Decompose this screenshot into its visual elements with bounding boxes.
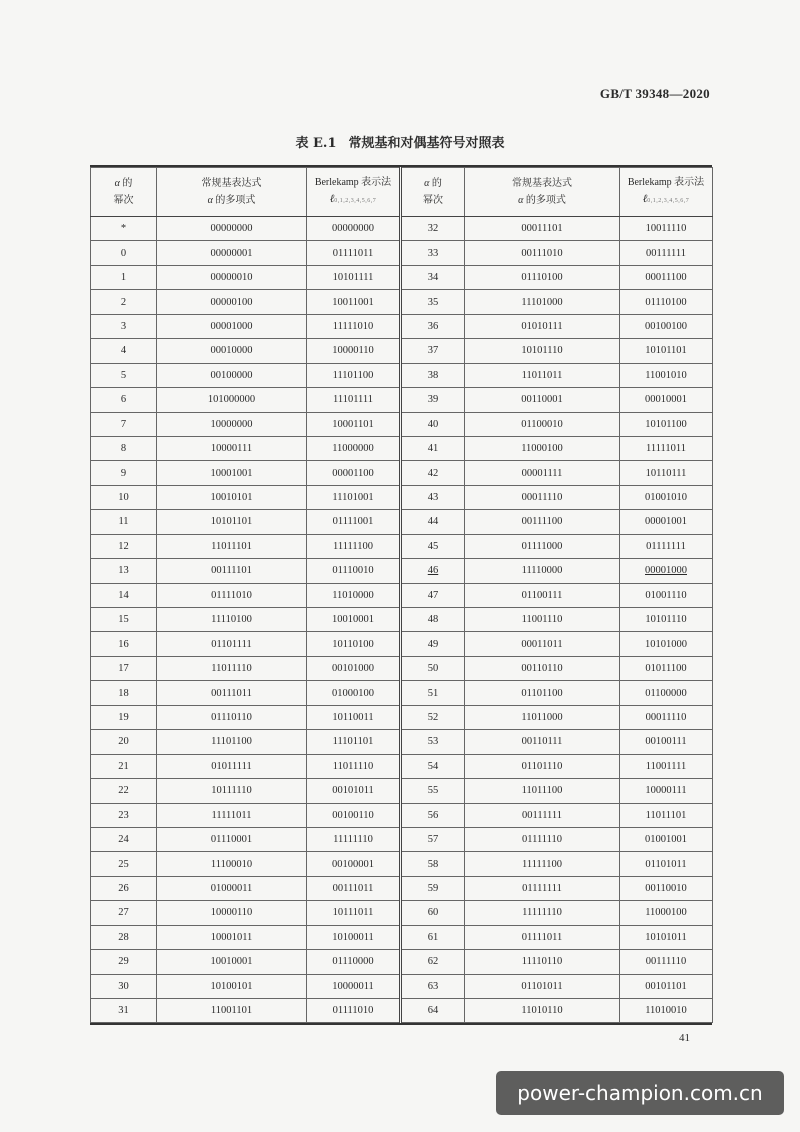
cell-berlekamp-right: 10101100	[620, 412, 713, 436]
cell-power-right: 53	[401, 730, 465, 754]
cell-berlekamp-left: 00001100	[307, 461, 401, 485]
table-row	[91, 534, 713, 558]
table-row	[91, 779, 713, 803]
cell-berlekamp-right: 11000100	[620, 901, 713, 925]
table-row	[91, 412, 713, 436]
cell-poly-right: 00111111	[465, 803, 620, 827]
cell-power-left: 10	[91, 485, 157, 509]
cell-berlekamp-left: 11101111	[307, 388, 401, 412]
table-row	[91, 925, 713, 949]
header-poly-left: 常规基表达式 α 的多项式	[157, 168, 307, 217]
cell-power-right: 33	[401, 241, 465, 265]
cell-berlekamp-left: 10110100	[307, 632, 401, 656]
cell-poly-left: 10001001	[157, 461, 307, 485]
cell-power-left: 5	[91, 363, 157, 387]
cell-berlekamp-right: 10101000	[620, 632, 713, 656]
cell-power-left: 17	[91, 656, 157, 680]
table-row	[91, 363, 713, 387]
table-row	[91, 314, 713, 338]
cell-power-left: 21	[91, 754, 157, 778]
cell-power-right: 59	[401, 876, 465, 900]
table-row	[91, 510, 713, 534]
cell-poly-left: 11101100	[157, 730, 307, 754]
cell-power-right: 46	[401, 559, 465, 583]
cell-berlekamp-left: 00100001	[307, 852, 401, 876]
cell-berlekamp-left: 10001101	[307, 412, 401, 436]
conversion-table-wrapper	[90, 165, 712, 1025]
cell-poly-left: 01111010	[157, 583, 307, 607]
cell-poly-right: 01111110	[465, 827, 620, 851]
table-row	[91, 730, 713, 754]
cell-berlekamp-left: 11101101	[307, 730, 401, 754]
cell-berlekamp-right: 00010001	[620, 388, 713, 412]
cell-power-right: 62	[401, 950, 465, 974]
cell-poly-left: 00100000	[157, 363, 307, 387]
table-row	[91, 656, 713, 680]
cell-poly-left: 00000010	[157, 265, 307, 289]
cell-berlekamp-right: 10011110	[620, 217, 713, 241]
cell-berlekamp-left: 11111100	[307, 534, 401, 558]
cell-poly-left: 11111011	[157, 803, 307, 827]
cell-berlekamp-left: 01111010	[307, 999, 401, 1023]
cell-power-right: 60	[401, 901, 465, 925]
cell-power-right: 42	[401, 461, 465, 485]
table-row	[91, 754, 713, 778]
cell-power-left: 29	[91, 950, 157, 974]
table-title-prefix: 表 E.1	[295, 136, 337, 151]
cell-berlekamp-right: 01101011	[620, 852, 713, 876]
table-row	[91, 827, 713, 851]
cell-berlekamp-left: 10011001	[307, 290, 401, 314]
cell-berlekamp-right: 00111110	[620, 950, 713, 974]
cell-berlekamp-right: 00100111	[620, 730, 713, 754]
cell-berlekamp-left: 00111011	[307, 876, 401, 900]
cell-power-left: 22	[91, 779, 157, 803]
cell-poly-left: 00001000	[157, 314, 307, 338]
cell-berlekamp-right: 01110100	[620, 290, 713, 314]
cell-power-left: 27	[91, 901, 157, 925]
cell-berlekamp-right: 01001001	[620, 827, 713, 851]
cell-power-right: 52	[401, 705, 465, 729]
watermark: power-champion.com.cn	[496, 1071, 784, 1115]
cell-berlekamp-left: 11111110	[307, 827, 401, 851]
cell-power-right: 54	[401, 754, 465, 778]
cell-poly-right: 11101000	[465, 290, 620, 314]
table-row	[91, 852, 713, 876]
cell-power-left: 28	[91, 925, 157, 949]
cell-poly-right: 11011000	[465, 705, 620, 729]
cell-berlekamp-right: 01001110	[620, 583, 713, 607]
cell-poly-right: 01111111	[465, 876, 620, 900]
table-row	[91, 681, 713, 705]
cell-poly-left: 01011111	[157, 754, 307, 778]
cell-power-left: 11	[91, 510, 157, 534]
cell-power-left: 12	[91, 534, 157, 558]
table-row	[91, 388, 713, 412]
cell-poly-right: 00110110	[465, 656, 620, 680]
cell-berlekamp-left: 00000000	[307, 217, 401, 241]
table-row	[91, 974, 713, 998]
cell-power-left: 3	[91, 314, 157, 338]
cell-power-left: 15	[91, 608, 157, 632]
cell-power-right: 34	[401, 265, 465, 289]
cell-poly-right: 11000100	[465, 436, 620, 460]
table-row	[91, 901, 713, 925]
cell-power-left: 26	[91, 876, 157, 900]
table-row	[91, 339, 713, 363]
cell-poly-right: 01100010	[465, 412, 620, 436]
cell-berlekamp-right: 00001000	[620, 559, 713, 583]
cell-poly-left: 00111101	[157, 559, 307, 583]
cell-power-right: 63	[401, 974, 465, 998]
cell-berlekamp-right: 00110010	[620, 876, 713, 900]
table-row	[91, 217, 713, 241]
cell-power-right: 45	[401, 534, 465, 558]
cell-power-left: 31	[91, 999, 157, 1023]
cell-berlekamp-right: 11001111	[620, 754, 713, 778]
cell-berlekamp-left: 01110010	[307, 559, 401, 583]
cell-power-right: 51	[401, 681, 465, 705]
cell-power-left: 8	[91, 436, 157, 460]
cell-berlekamp-left: 11101001	[307, 485, 401, 509]
cell-berlekamp-left: 11101100	[307, 363, 401, 387]
cell-berlekamp-left: 00100110	[307, 803, 401, 827]
cell-berlekamp-left: 01110000	[307, 950, 401, 974]
header-berlekamp-left: Berlekamp 表示法 ℓ0,1,2,3,4,5,6,7	[307, 168, 401, 217]
table-row	[91, 559, 713, 583]
cell-berlekamp-right: 00011100	[620, 265, 713, 289]
conversion-table	[90, 167, 713, 1023]
cell-poly-left: 01110001	[157, 827, 307, 851]
cell-power-left: 19	[91, 705, 157, 729]
cell-power-right: 64	[401, 999, 465, 1023]
cell-berlekamp-right: 01011100	[620, 656, 713, 680]
cell-berlekamp-right: 01111111	[620, 534, 713, 558]
cell-poly-right: 11110110	[465, 950, 620, 974]
cell-berlekamp-left: 10101111	[307, 265, 401, 289]
cell-power-left: 30	[91, 974, 157, 998]
standard-code: GB/T 39348—2020	[599, 86, 710, 101]
cell-power-left: 9	[91, 461, 157, 485]
cell-poly-right: 00001111	[465, 461, 620, 485]
cell-power-right: 44	[401, 510, 465, 534]
cell-power-left: 1	[91, 265, 157, 289]
cell-power-right: 55	[401, 779, 465, 803]
cell-berlekamp-right: 10101110	[620, 608, 713, 632]
cell-poly-left: 11110100	[157, 608, 307, 632]
cell-berlekamp-right: 11111011	[620, 436, 713, 460]
table-row	[91, 485, 713, 509]
cell-power-right: 48	[401, 608, 465, 632]
cell-poly-right: 00011110	[465, 485, 620, 509]
cell-poly-right: 00110001	[465, 388, 620, 412]
cell-poly-left: 10010001	[157, 950, 307, 974]
cell-berlekamp-right: 10000111	[620, 779, 713, 803]
cell-power-right: 32	[401, 217, 465, 241]
cell-poly-left: 10101101	[157, 510, 307, 534]
cell-berlekamp-right: 11011101	[620, 803, 713, 827]
cell-power-right: 47	[401, 583, 465, 607]
cell-poly-left: 11011110	[157, 656, 307, 680]
cell-power-right: 39	[401, 388, 465, 412]
cell-berlekamp-left: 01111001	[307, 510, 401, 534]
table-title	[90, 132, 710, 151]
cell-berlekamp-left: 10111011	[307, 901, 401, 925]
table-row	[91, 705, 713, 729]
table-title-text: 常规基和对偶基符号对照表	[348, 136, 505, 151]
cell-berlekamp-right: 11001010	[620, 363, 713, 387]
cell-poly-left: 00000001	[157, 241, 307, 265]
cell-poly-right: 01110100	[465, 265, 620, 289]
cell-poly-left: 11011101	[157, 534, 307, 558]
cell-power-right: 38	[401, 363, 465, 387]
page-number: 41	[679, 1032, 690, 1044]
cell-poly-right: 11011011	[465, 363, 620, 387]
cell-power-right: 58	[401, 852, 465, 876]
table-row	[91, 290, 713, 314]
cell-power-left: 20	[91, 730, 157, 754]
cell-poly-left: 10100101	[157, 974, 307, 998]
table-row	[91, 583, 713, 607]
cell-power-right: 40	[401, 412, 465, 436]
cell-poly-right: 11111110	[465, 901, 620, 925]
cell-poly-right: 01010111	[465, 314, 620, 338]
cell-poly-left: 10001011	[157, 925, 307, 949]
cell-poly-left: 00000000	[157, 217, 307, 241]
cell-berlekamp-left: 10110011	[307, 705, 401, 729]
cell-poly-left: 11100010	[157, 852, 307, 876]
cell-poly-right: 00111100	[465, 510, 620, 534]
cell-berlekamp-left: 01111011	[307, 241, 401, 265]
table-row	[91, 461, 713, 485]
cell-power-right: 56	[401, 803, 465, 827]
cell-power-left: 6	[91, 388, 157, 412]
cell-power-left: 24	[91, 827, 157, 851]
cell-berlekamp-right: 00011110	[620, 705, 713, 729]
table-row	[91, 950, 713, 974]
header-power-left: α 的 幂次	[91, 168, 157, 217]
cell-power-right: 35	[401, 290, 465, 314]
header-poly-right: 常规基表达式 α 的多项式	[465, 168, 620, 217]
cell-poly-left: 01101111	[157, 632, 307, 656]
cell-poly-right: 01111000	[465, 534, 620, 558]
cell-berlekamp-right: 10110111	[620, 461, 713, 485]
cell-power-right: 57	[401, 827, 465, 851]
cell-poly-right: 01101110	[465, 754, 620, 778]
cell-berlekamp-right: 10101011	[620, 925, 713, 949]
cell-poly-right: 01111011	[465, 925, 620, 949]
cell-power-left: 2	[91, 290, 157, 314]
cell-poly-left: 10000110	[157, 901, 307, 925]
table-body	[91, 217, 713, 1023]
cell-poly-left: 01000011	[157, 876, 307, 900]
cell-berlekamp-right: 00101101	[620, 974, 713, 998]
table-row	[91, 803, 713, 827]
cell-power-left: 13	[91, 559, 157, 583]
cell-poly-right: 00111010	[465, 241, 620, 265]
cell-berlekamp-right: 00111111	[620, 241, 713, 265]
cell-berlekamp-left: 00101011	[307, 779, 401, 803]
table-row	[91, 632, 713, 656]
cell-power-left: 23	[91, 803, 157, 827]
table-header-row	[91, 168, 713, 217]
table-row	[91, 241, 713, 265]
cell-poly-right: 11111100	[465, 852, 620, 876]
cell-power-left: *	[91, 217, 157, 241]
cell-berlekamp-left: 01000100	[307, 681, 401, 705]
cell-power-right: 43	[401, 485, 465, 509]
cell-berlekamp-right: 11010010	[620, 999, 713, 1023]
cell-poly-right: 00011101	[465, 217, 620, 241]
cell-poly-right: 01101100	[465, 681, 620, 705]
cell-power-left: 14	[91, 583, 157, 607]
cell-poly-left: 01110110	[157, 705, 307, 729]
cell-poly-left: 10000111	[157, 436, 307, 460]
cell-berlekamp-left: 11011110	[307, 754, 401, 778]
cell-berlekamp-left: 10100011	[307, 925, 401, 949]
cell-berlekamp-left: 10000011	[307, 974, 401, 998]
cell-poly-right: 00110111	[465, 730, 620, 754]
cell-berlekamp-right: 00001001	[620, 510, 713, 534]
cell-power-right: 50	[401, 656, 465, 680]
cell-power-left: 7	[91, 412, 157, 436]
cell-berlekamp-right: 01001010	[620, 485, 713, 509]
cell-power-left: 16	[91, 632, 157, 656]
cell-poly-right: 01101011	[465, 974, 620, 998]
table-row	[91, 999, 713, 1023]
cell-berlekamp-left: 10000110	[307, 339, 401, 363]
cell-berlekamp-left: 00101000	[307, 656, 401, 680]
table-row	[91, 265, 713, 289]
cell-poly-right: 11110000	[465, 559, 620, 583]
cell-poly-right: 00011011	[465, 632, 620, 656]
cell-power-right: 36	[401, 314, 465, 338]
cell-poly-left: 00111011	[157, 681, 307, 705]
cell-power-right: 61	[401, 925, 465, 949]
table-row	[91, 436, 713, 460]
cell-poly-left: 10010101	[157, 485, 307, 509]
cell-poly-left: 11001101	[157, 999, 307, 1023]
cell-power-right: 49	[401, 632, 465, 656]
cell-poly-right: 10101110	[465, 339, 620, 363]
cell-berlekamp-left: 10010001	[307, 608, 401, 632]
cell-power-left: 4	[91, 339, 157, 363]
cell-berlekamp-right: 01100000	[620, 681, 713, 705]
cell-poly-left: 10111110	[157, 779, 307, 803]
cell-poly-left: 10000000	[157, 412, 307, 436]
cell-poly-right: 11010110	[465, 999, 620, 1023]
cell-berlekamp-left: 11111010	[307, 314, 401, 338]
cell-power-left: 25	[91, 852, 157, 876]
cell-berlekamp-left: 11010000	[307, 583, 401, 607]
cell-poly-left: 101000000	[157, 388, 307, 412]
cell-poly-right: 11011100	[465, 779, 620, 803]
cell-power-left: 18	[91, 681, 157, 705]
table-row	[91, 876, 713, 900]
header-berlekamp-right: Berlekamp 表示法 ℓ0,1,2,3,4,5,6,7	[620, 168, 713, 217]
cell-berlekamp-right: 00100100	[620, 314, 713, 338]
header-power-right: α 的 幂次	[401, 168, 465, 217]
cell-poly-right: 11001110	[465, 608, 620, 632]
cell-berlekamp-right: 10101101	[620, 339, 713, 363]
cell-berlekamp-left: 11000000	[307, 436, 401, 460]
cell-power-right: 41	[401, 436, 465, 460]
cell-poly-left: 00010000	[157, 339, 307, 363]
cell-power-right: 37	[401, 339, 465, 363]
table-row	[91, 608, 713, 632]
cell-power-left: 0	[91, 241, 157, 265]
cell-poly-left: 00000100	[157, 290, 307, 314]
cell-poly-right: 01100111	[465, 583, 620, 607]
